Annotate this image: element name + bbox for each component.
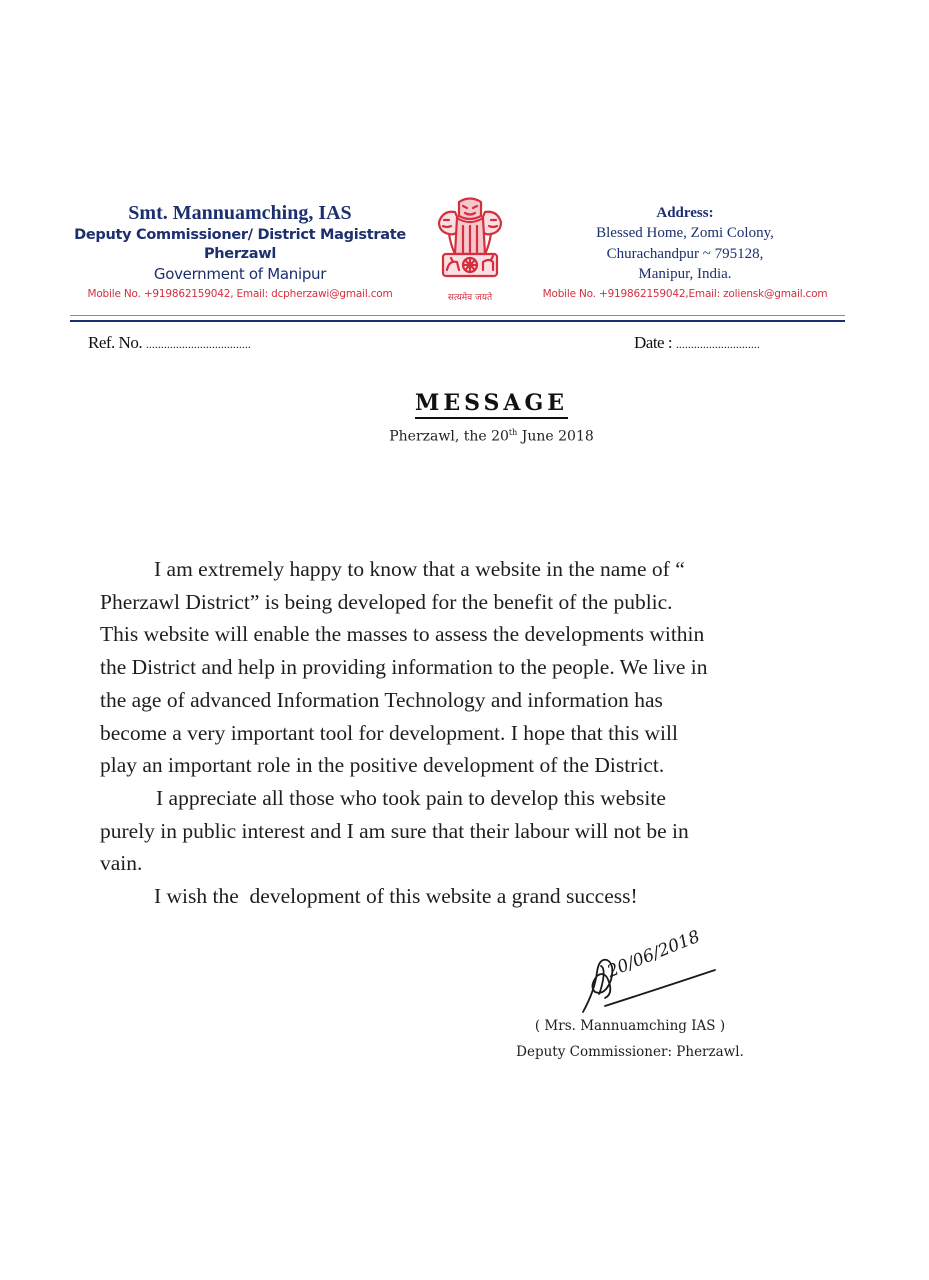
letterhead-left	[60, 200, 420, 303]
date-label: Date :	[634, 333, 673, 352]
signatory-name: ( Mrs. Mannuamching IAS )	[534, 1018, 726, 1034]
message-title-text: MESSAGE	[415, 390, 568, 419]
body-line: This website will enable the masses to assess the developments within	[100, 622, 705, 647]
body-line: become a very important tool for development. I hope that this will	[100, 720, 678, 745]
ref-label: Ref. No.	[88, 333, 143, 352]
national-emblem-icon	[435, 196, 505, 292]
paragraph-1	[100, 553, 890, 782]
email-label: Email:	[688, 287, 720, 300]
place-date-prefix: Pherzawl, the 20	[389, 428, 509, 445]
signatory-designation: Deputy Commissioner: Pherzawl.	[516, 1044, 744, 1060]
body-line: I wish the development of this website a grand success!	[154, 884, 638, 909]
ref-value: ...................................	[145, 337, 251, 351]
email-address: dcpherzawi@gmail.com	[271, 288, 393, 300]
paragraph-2	[100, 782, 890, 880]
officer-contact	[60, 285, 420, 303]
header-divider-thin	[70, 315, 845, 316]
officer-name: Smt. Mannuamching, IAS	[128, 202, 352, 224]
message-title	[0, 390, 929, 416]
date-field	[634, 333, 760, 353]
address-line: Manipur, India.	[638, 266, 732, 282]
officer-government: Government of Manipur	[153, 265, 327, 283]
body-line: the District and help in providing information to the people. We live in	[100, 655, 708, 680]
message-body	[100, 553, 890, 913]
address-contact	[520, 285, 850, 303]
officer-designation: Deputy Commissioner/ District Magistrate	[74, 227, 406, 243]
email-address: zoliensk@gmail.com	[723, 287, 828, 300]
body-line: I am extremely happy to know that a website in the name of “	[154, 557, 685, 581]
place-date-ordinal: th	[508, 428, 518, 437]
date-value: ............................	[675, 337, 760, 351]
body-line: purely in public interest and I am sure that their labour will not be in	[100, 818, 689, 843]
paragraph-3	[100, 880, 890, 913]
mobile-label: Mobile No.	[542, 287, 596, 300]
header-divider-thick	[70, 320, 845, 322]
mobile-number: +919862159042,	[598, 287, 689, 300]
body-line: vain.	[100, 851, 143, 876]
message-place-date	[0, 428, 929, 445]
email-label: Email:	[236, 288, 268, 300]
body-line: Pherzawl District” is being developed for the benefit of the public.	[100, 589, 673, 614]
body-line: the age of advanced Information Technology and information has	[100, 687, 663, 712]
address-line: Blessed Home, Zomi Colony,	[596, 225, 774, 241]
officer-district: Pherzawl	[203, 246, 277, 262]
body-line: play an important role in the positive development of the District.	[100, 753, 665, 778]
address-title: Address:	[656, 205, 714, 221]
signature-handwritten-date: 20/06/2018	[604, 926, 703, 982]
mobile-number: +919862159042,	[143, 288, 234, 300]
signature-block	[470, 1013, 790, 1065]
national-emblem	[428, 196, 512, 308]
ref-number-field	[88, 333, 251, 353]
place-date-suffix: June 2018	[517, 428, 594, 445]
emblem-motto: सत्यमेव जयते	[447, 293, 493, 303]
mobile-label: Mobile No.	[87, 288, 141, 300]
body-line: I appreciate all those who took pain to develop this website	[156, 785, 666, 810]
address-line: Churachandpur ~ 795128,	[606, 245, 764, 262]
letterhead-right	[520, 203, 850, 303]
